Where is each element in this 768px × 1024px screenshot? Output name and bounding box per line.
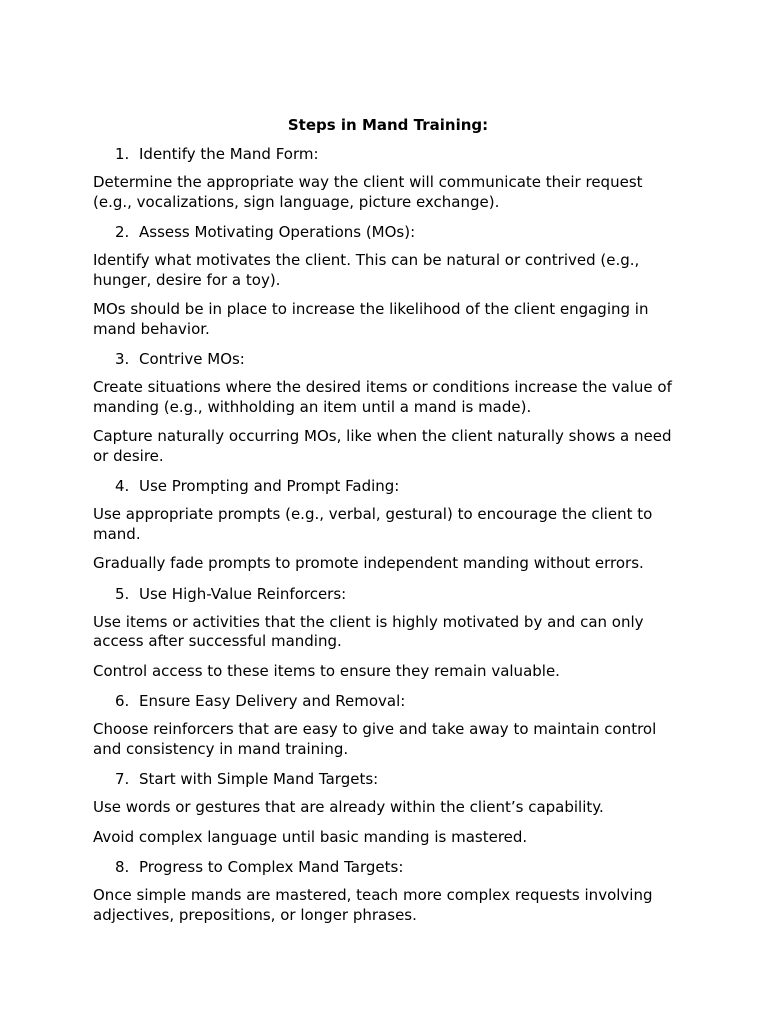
step-heading — [93, 691, 683, 711]
document-page — [93, 115, 683, 935]
step-paragraph: Gradually fade prompts to promote independent manding without errors. — [93, 554, 644, 572]
step-heading — [93, 222, 683, 242]
step-heading-text: Use High-Value Reinforcers: — [139, 584, 347, 603]
step-number: 8. — [115, 858, 130, 876]
step-paragraph: Identify what motivates the client. This can be natural or contrived (e.g., hunger, desire for a toy). — [93, 251, 640, 289]
step-7 — [93, 769, 683, 847]
step-heading-text: Ensure Easy Delivery and Removal: — [139, 692, 406, 710]
step-heading-text: Identify the Mand Form: — [139, 145, 319, 163]
step-heading-text: Contrive MOs: — [139, 350, 245, 368]
step-1 — [93, 144, 683, 212]
step-paragraph: Control access to these items to ensure they remain valuable. — [93, 661, 560, 680]
step-heading-text: Use Prompting and Prompt Fading: — [139, 477, 400, 495]
step-number: 1. — [115, 145, 130, 163]
step-paragraph: Create situations where the desired items or conditions increase the value of manding (e.g., withholding an item until a mand is made). — [93, 378, 672, 416]
step-8 — [93, 857, 683, 925]
step-number: 4. — [115, 477, 130, 495]
step-2 — [93, 222, 683, 339]
step-heading — [93, 349, 683, 369]
step-number: 3. — [115, 350, 130, 368]
step-heading — [93, 584, 683, 604]
step-heading — [93, 769, 683, 789]
step-number: 7. — [115, 770, 130, 788]
step-number: 5. — [115, 584, 130, 603]
step-3 — [93, 349, 683, 466]
step-paragraph: Choose reinforcers that are easy to give and take away to maintain control and consistency in mand training. — [93, 720, 657, 758]
step-paragraph: Determine the appropriate way the client will communicate their request (e.g., vocalizations, sign language, picture exchange). — [93, 173, 643, 211]
document-title: Steps in Mand Training: — [287, 116, 489, 134]
step-number: 6. — [115, 692, 130, 710]
step-paragraph: Use appropriate prompts (e.g., verbal, gestural) to encourage the client to mand. — [93, 505, 653, 543]
step-number: 2. — [115, 223, 130, 241]
step-5 — [93, 584, 683, 682]
step-heading — [93, 144, 683, 164]
step-paragraph: Once simple mands are mastered, teach more complex requests involving adjectives, prepositions, or longer phrases. — [93, 886, 653, 924]
step-heading-text: Assess Motivating Operations (MOs): — [139, 223, 416, 241]
step-heading-text: Progress to Complex Mand Targets: — [139, 858, 404, 876]
step-paragraph: Capture naturally occurring MOs, like when the client naturally shows a need or desire. — [93, 427, 672, 465]
step-heading — [93, 857, 683, 877]
step-4 — [93, 476, 683, 574]
step-paragraph: Use words or gestures that are already within the client’s capability. — [93, 798, 604, 816]
step-heading — [93, 476, 683, 496]
step-paragraph: MOs should be in place to increase the likelihood of the client engaging in mand behavior. — [93, 300, 649, 338]
step-paragraph: Use items or activities that the client is highly motivated by and can only access after successful manding. — [93, 612, 644, 650]
step-6 — [93, 691, 683, 759]
step-heading-text: Start with Simple Mand Targets: — [139, 770, 379, 788]
step-paragraph: Avoid complex language until basic manding is mastered. — [93, 827, 528, 846]
